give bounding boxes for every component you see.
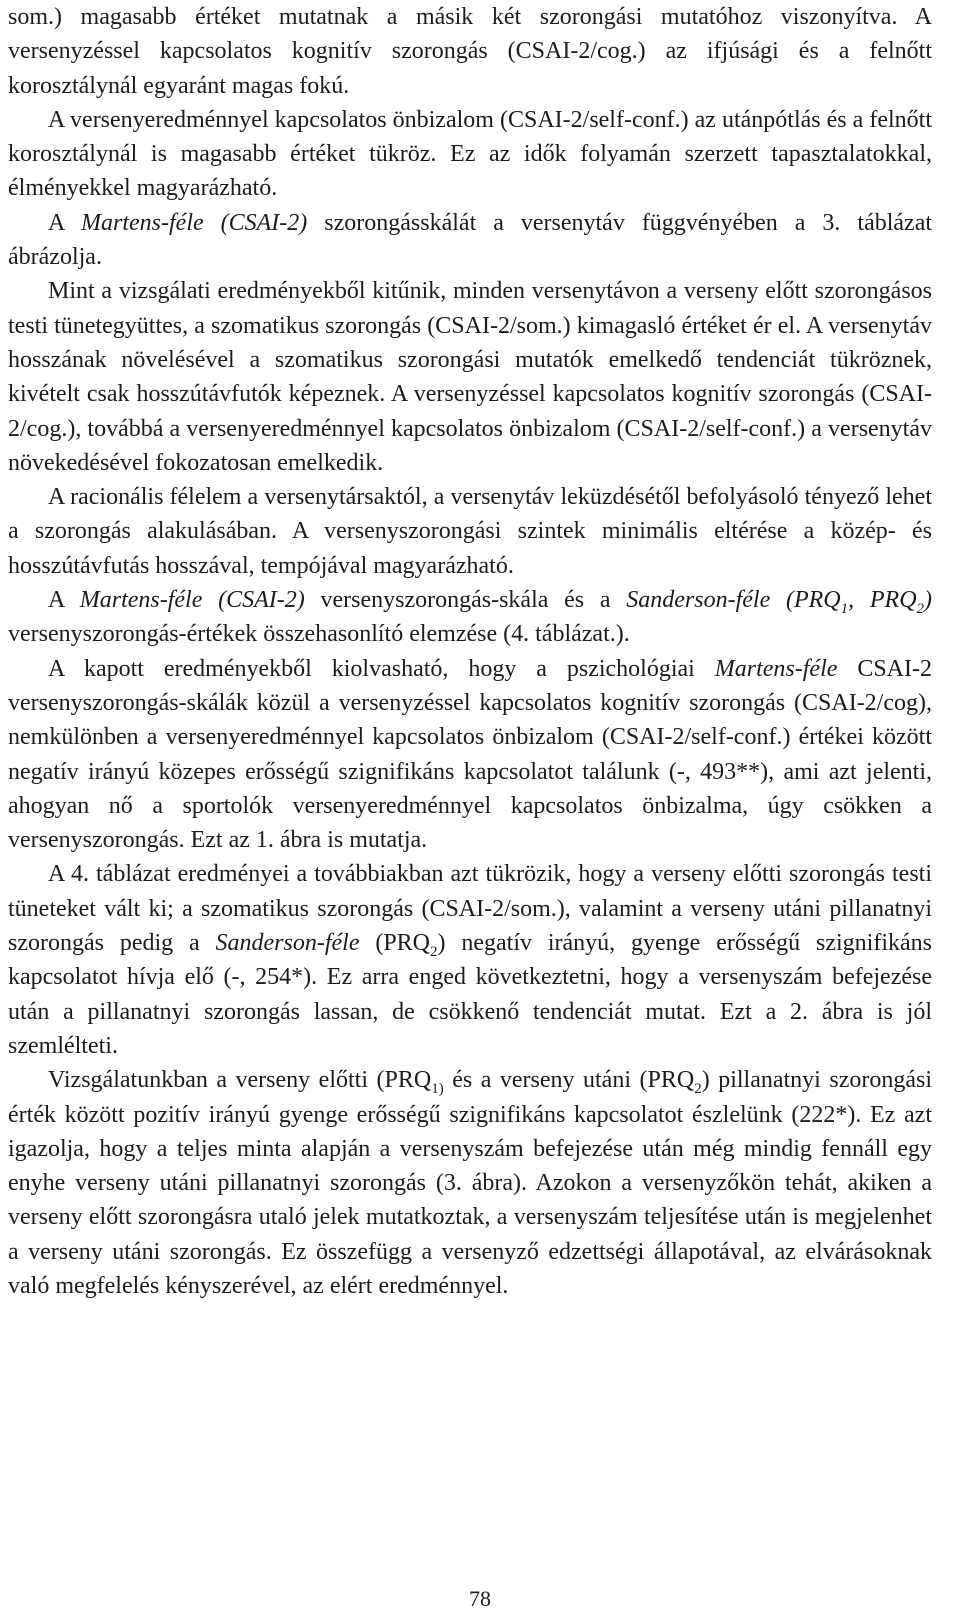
text-span: A 4. táblázat eredményei a továbbiakban azt tükrözik, hogy a verseny előtti szorongás testi tüneteket vált ki; a szomatikus szorongás (CSAI-2/som.), valamint a verseny utáni pillanatnyi szorongás pedig a [8,861,932,957]
text-span: versenyszorongás-skála és a [304,587,627,614]
page-number: 78 [469,1586,491,1611]
italic-term: Martens-féle (CSAI-2) [79,587,305,614]
text-span: , [848,587,855,614]
paragraph [8,1063,932,1303]
subscript: 1) [431,1081,444,1098]
text-span: és a verseny utáni (PRQ [443,1067,695,1094]
paragraph [8,652,932,858]
text-span: ) [924,587,933,614]
text-span: szorongásskálát a versenytáv függvényében a 3. táblázat ábrázolja. [8,209,933,271]
text-span: A [48,209,82,236]
text-span: PRQ [869,587,917,614]
text-span: A kapott eredményekből kiolvasható, hogy a pszichológiai [48,655,715,682]
text-span: ) negatív irányú, gyenge erősségű szignifikáns kapcsolatot hívja elő (-, 254*). Ez arra enged következtetni, hogy a versenyszám befejezése után a pillanatnyi szorongás lassan, de csökkenő tendenciát mutat. Ezt a 2. ábra is jól szemlélteti. [8,930,933,1059]
italic-term: Sanderson-féle [215,930,360,957]
paragraph: A versenyeredménnyel kapcsolatos önbizalom (CSAI-2/self-conf.) az utánpótlás és a felnőtt korosztálynál is magasabb értéket tükröz. Ez az idők folyamán szerzett tapasztalatokkal, élményekkel magyarázható. [8,106,932,202]
document-page [8,0,932,1303]
italic-term: Martens-féle (CSAI-2) [81,209,308,236]
text-span: Sanderson-féle (PRQ [626,587,841,614]
text-span: (PRQ [359,930,431,957]
text-span: Vizsgálatunkban a verseny előtti (PRQ [48,1067,432,1094]
subscript: 2 [694,1081,702,1098]
paragraph: Mint a vizsgálati eredményekből kitűnik, minden versenytávon a verseny előtt szorongásos testi tünetegyüttes, a szomatikus szorongás (CSAI-2/som.) kimagasló értéket ér el. A versenytáv hosszának növelésével a szomatikus szorongási mutatók emelkedő tendenciát tükröznek, kivételt csak hosszútávfutók képeznek. A versenyzéssel kapcsolatos kognitív szorongás (CSAI-2/cog.), továbbá a versenyeredménnyel kapcsolatos önbizalom (CSAI-2/self-conf.) a versenytáv növekedésével fokozatosan emelkedik. [8,278,932,476]
paragraph [8,857,932,1063]
paragraph: A racionális félelem a versenytársaktól, a versenytáv leküzdésétől befolyásoló tényező lehet a szorongás alakulásában. A versenyszorongási szintek minimális eltérése a közép- és hosszútávfutás hosszával, tempójával magyarázható. [8,484,932,579]
subscript: 2 [430,944,438,961]
subscript: 1 [840,601,849,618]
paragraph [8,206,932,275]
text-span: ) pillanatnyi szorongási érték között pozitív irányú gyenge erősségű szignifikáns kapcsolatot észlelünk (222*). Ez azt igazolja, hogy a teljes minta alapján a versenyszám befejezése után még mindig fennáll egy enyhe verseny utáni pillanatnyi szorongás (3. ábra). Azokon a versenyzőkön tehát, akiken a verseny előtt szorongásra utaló jelek mutatkoztak, a versenyszám teljesítése után is megjelenhet a verseny utáni szorongás. Ez összefügg a versenyző edzettségi állapotával, az elvárásoknak való megfelelés kényszerével, az elért eredménnyel. [8,1067,933,1299]
italic-term: Martens-féle [714,655,838,682]
text-span: versenyszorongás-értékek összehasonlító elemzése (4. táblázat.). [8,621,630,648]
paragraph: som.) magasabb értéket mutatnak a másik két szorongási mutatóhoz viszonyítva. A versenyzéssel kapcsolatos kognitív szorongás (CSAI-2/cog.) az ifjúsági és a felnőtt korosztálynál egyaránt magas fokú. [8,4,932,99]
text-span: CSAI-2 versenyszorongás-skálák közül a versenyzéssel kapcsolatos kognitív szorongás (CSAI-2/cog), nemkülönben a versenyeredménnyel kapcsolatos önbizalom (CSAI-2/self-conf.) értékei között negatív irányú közepes erősségű szignifikáns kapcsolatot találunk (-, 493**), ami azt jelenti, ahogyan nő a sportolók versenyeredménnyel kapcsolatos önbizalma, úgy csökken a versenyszorongás. Ezt az 1. ábra is mutatja. [8,655,932,854]
italic-term [626,587,933,618]
text-span: A [48,587,80,614]
subscript: 2 [916,601,925,618]
paragraph [8,583,932,652]
